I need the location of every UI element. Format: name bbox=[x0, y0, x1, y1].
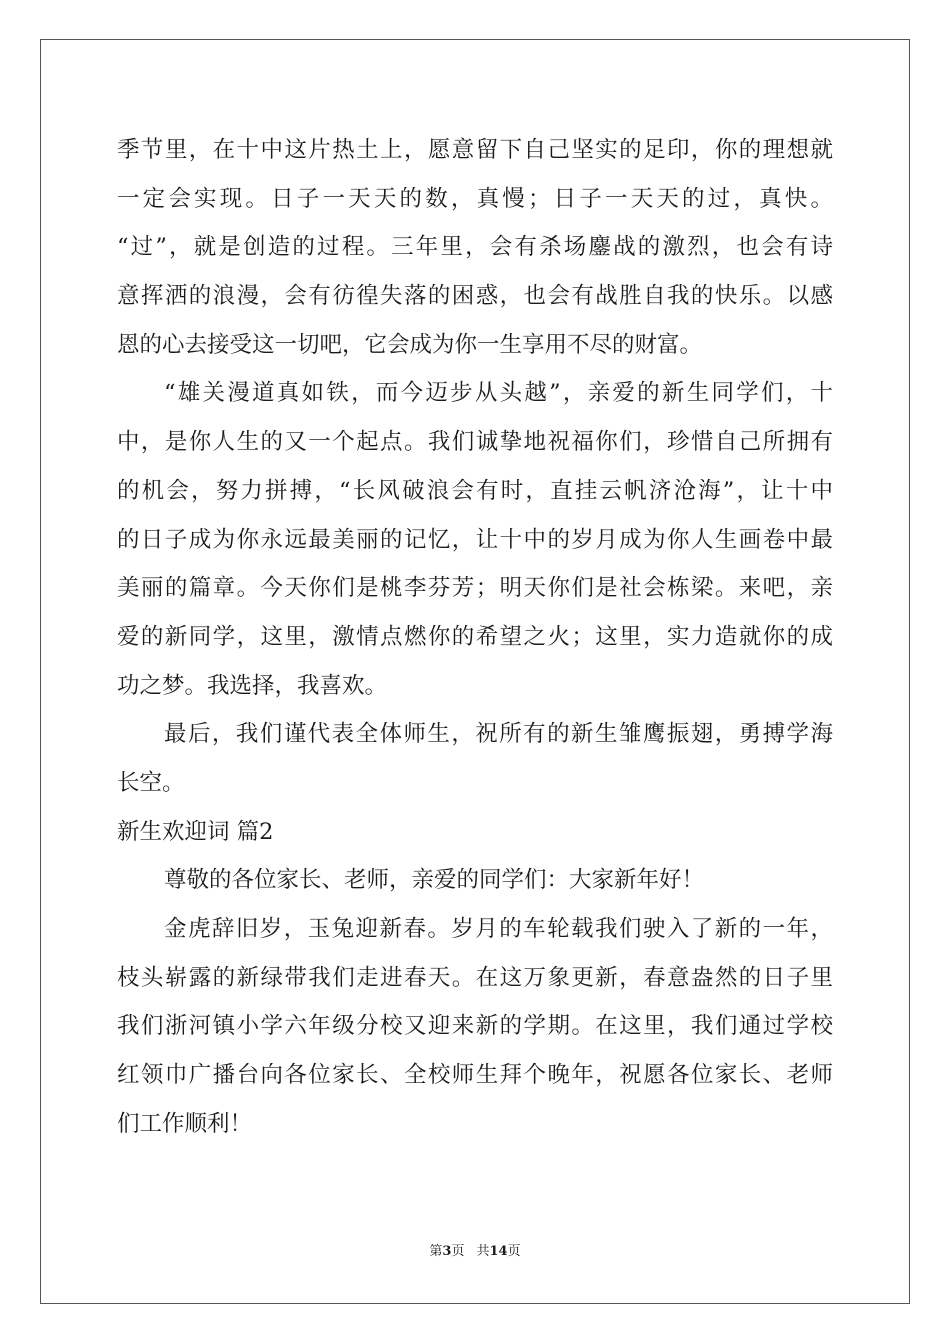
page-suffix: 页 bbox=[451, 1244, 465, 1259]
section-heading: 新生欢迎词 篇2 bbox=[117, 818, 274, 845]
text-line: 恩的心去接受这一切吧，它会成为你一生享用不尽的财富。 bbox=[117, 331, 703, 358]
total-suffix: 页 bbox=[507, 1244, 521, 1259]
text-line: 爱的新同学，这里，激情点燃你的希望之火；这里，实力造就你的成 bbox=[117, 623, 833, 650]
text-line: 金虎辞旧岁，玉兔迎新春。岁月的车轮载我们驶入了新的一年， bbox=[164, 916, 833, 942]
text-line: 们工作顺利！ bbox=[117, 1110, 253, 1137]
paragraph bbox=[117, 126, 833, 369]
text-line: 的机会，努力拼搏，“长风破浪会有时，直挂云帆济沧海”，让十中 bbox=[117, 477, 833, 504]
paragraph bbox=[117, 856, 833, 905]
page-current: 3 bbox=[442, 1244, 452, 1259]
document-body bbox=[117, 126, 833, 1148]
text-line: 一定会实现。日子一天天的数，真慢；日子一天天的过，真快。 bbox=[117, 185, 833, 212]
text-line: 功之梦。我选择，我喜欢。 bbox=[117, 672, 388, 699]
page-footer bbox=[0, 1240, 950, 1259]
text-line: 我们浙河镇小学六年级分校又迎来新的学期。在这里，我们通过学校 bbox=[117, 1013, 833, 1040]
page-total: 14 bbox=[489, 1244, 508, 1259]
text-line: 季节里，在十中这片热土上，愿意留下自己坚实的足印，你的理想就 bbox=[117, 137, 833, 163]
text-line: 最后，我们谨代表全体师生，祝所有的新生雏鹰振翅，勇搏学海 bbox=[164, 721, 833, 748]
paragraph bbox=[117, 905, 833, 1148]
paragraph bbox=[117, 710, 833, 807]
text-line: “过”，就是创造的过程。三年里，会有杀场鏖战的激烈，也会有诗 bbox=[117, 234, 833, 261]
text-line: 中，是你人生的又一个起点。我们诚挚地祝福你们，珍惜自己所拥有 bbox=[117, 429, 833, 456]
page-prefix: 第 bbox=[429, 1244, 443, 1259]
text-line: 枝头崭露的新绿带我们走进春天。在这万象更新，春意盎然的日子里 bbox=[117, 964, 833, 991]
total-prefix: 共 bbox=[476, 1244, 490, 1259]
text-line: 尊敬的各位家长、老师，亲爱的同学们：大家新年好！ bbox=[164, 867, 705, 894]
text-line: 的日子成为你永远最美丽的记忆，让十中的岁月成为你人生画卷中最 bbox=[117, 526, 833, 553]
text-line: “雄关漫道真如铁，而今迈步从头越”，亲爱的新生同学们，十 bbox=[164, 380, 833, 407]
text-line: 意挥洒的浪漫，会有彷徨失落的困惑，也会有战胜自我的快乐。以感 bbox=[117, 283, 833, 310]
text-line: 长空。 bbox=[117, 769, 185, 796]
text-line: 红领巾广播台向各位家长、全校师生拜个晚年，祝愿各位家长、老师 bbox=[117, 1062, 833, 1089]
paragraph bbox=[117, 369, 833, 710]
text-line: 美丽的篇章。今天你们是桃李芬芳；明天你们是社会栋梁。来吧，亲 bbox=[117, 575, 833, 602]
